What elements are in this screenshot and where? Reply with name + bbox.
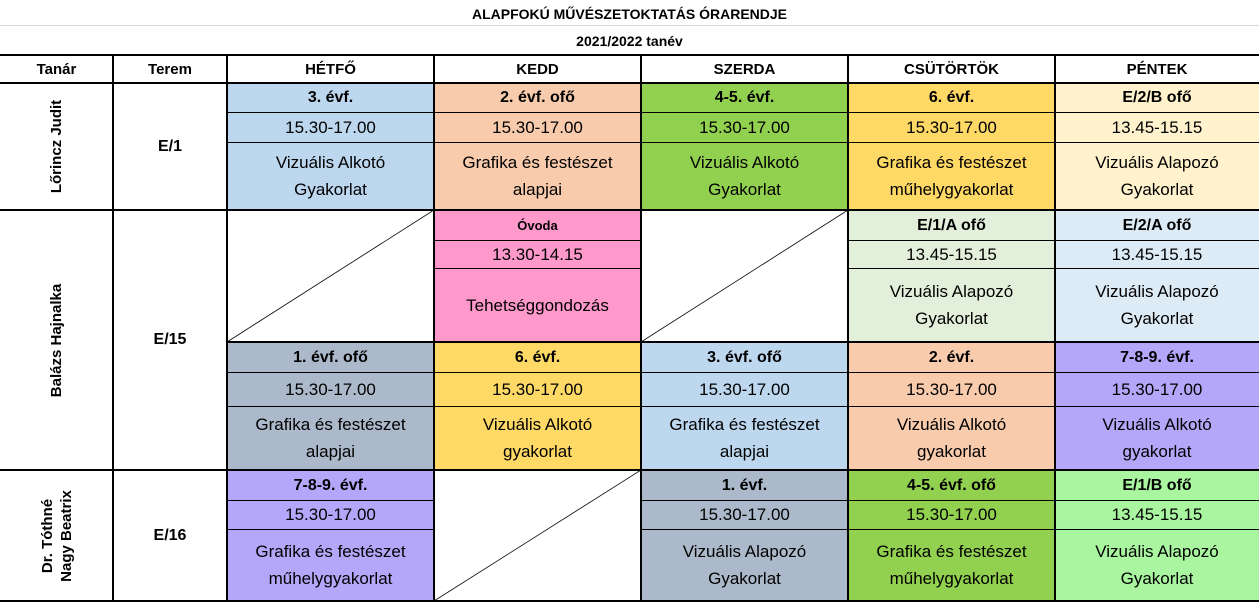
header-day-tuesday: KEDD	[516, 60, 559, 78]
cell-divider	[1055, 142, 1259, 143]
subject-line-1: Grafika és festészet	[255, 542, 406, 561]
lesson-time-thursday: 15.30-17.00	[848, 372, 1055, 406]
lesson-subject-friday	[1055, 406, 1259, 470]
column-border	[112, 54, 114, 602]
lesson-time-wednesday: 15.30-17.00	[641, 372, 848, 406]
lesson-subject-monday	[227, 406, 434, 470]
cell-divider	[641, 406, 848, 407]
subject-line-1: Vizuális Alkotó	[689, 153, 800, 172]
room-e16: E/16	[153, 526, 187, 544]
subject-line-2: Gyakorlat	[1120, 569, 1194, 588]
subject-line-1: Tehetséggondozás	[466, 295, 609, 315]
cell-divider	[434, 372, 641, 373]
teacher-lorincz-judit: Lőrincz Judit	[48, 99, 65, 194]
room-e1: E/1	[157, 137, 182, 155]
lesson-group-tuesday: 6. évf.	[434, 342, 641, 372]
lesson-subject-tuesday	[434, 268, 641, 342]
lesson-subject-tuesday	[434, 142, 641, 210]
subject-line-2: Gyakorlat	[708, 180, 781, 199]
lesson-subject-tuesday	[434, 406, 641, 470]
cell-divider	[1055, 500, 1259, 501]
subject-line-2: Gyakorlat	[915, 309, 988, 328]
row-border	[0, 469, 1259, 471]
subject-line-1: Grafika és festészet	[462, 153, 613, 172]
cell-divider	[1055, 112, 1259, 113]
lesson-group-thursday: 2. évf.	[848, 342, 1055, 372]
cell-divider	[1055, 268, 1259, 269]
lesson-group-thursday: 4-5. évf. ofő	[848, 470, 1055, 500]
header-day-friday: PÉNTEK	[1126, 60, 1188, 78]
subject-line-1: Vizuális Alkotó	[275, 153, 386, 172]
lesson-subject-wednesday	[641, 529, 848, 601]
empty-slot-diagonal-icon	[227, 210, 434, 342]
cell-divider	[848, 406, 1055, 407]
lesson-time-friday: 13.45-15.15	[1055, 240, 1259, 268]
lesson-subject-monday	[227, 142, 434, 210]
subject-line-1: Vizuális Alapozó	[682, 542, 807, 561]
subject-line-2: Gyakorlat	[708, 569, 781, 588]
lesson-time-wednesday: 15.30-17.00	[641, 500, 848, 529]
row-border	[0, 82, 1259, 84]
lesson-subject-thursday	[848, 268, 1055, 342]
cell-divider	[434, 112, 641, 113]
subject-line-1: Vizuális Alkotó	[896, 415, 1007, 434]
cell-divider	[848, 500, 1055, 501]
lesson-group-monday: 3. évf.	[227, 83, 434, 112]
lesson-group-wednesday: 1. évf.	[641, 470, 848, 500]
row-border	[227, 341, 1259, 343]
lesson-time-tuesday: 13.30-14.15	[434, 240, 641, 268]
cell-divider	[227, 406, 434, 407]
empty-slot-diagonal-icon	[641, 210, 848, 342]
lesson-group-tuesday: 2. évf. ofő	[434, 83, 641, 112]
column-border	[847, 54, 849, 602]
subject-line-1: Vizuális Alkotó	[482, 415, 593, 434]
lesson-group-monday: 7-8-9. évf.	[227, 470, 434, 500]
lesson-subject-wednesday	[641, 406, 848, 470]
page-title: ALAPFOKÚ MŰVÉSZETOKTATÁS ÓRARENDJE	[471, 6, 787, 22]
cell-divider	[848, 372, 1055, 373]
lesson-group-monday: 1. évf. ofő	[227, 342, 434, 372]
teacher-tothne-nagy-beatrix: Dr. Tóthné Nagy Beatrix	[38, 489, 75, 582]
cell-divider	[848, 268, 1055, 269]
cell-divider	[227, 500, 434, 501]
subject-line-2: gyakorlat	[917, 442, 986, 461]
subject-line-1: Vizuális Alapozó	[1095, 542, 1219, 561]
subject-line-2: műhelygyakorlat	[268, 569, 393, 588]
subject-line-2: műhelygyakorlat	[889, 180, 1014, 199]
subject-line-1: Vizuális Alkotó	[1102, 415, 1212, 434]
cell-divider	[848, 240, 1055, 241]
lesson-time-monday: 15.30-17.00	[227, 112, 434, 142]
cell-divider	[848, 529, 1055, 530]
lesson-group-wednesday: 4-5. évf.	[641, 83, 848, 112]
row-border	[0, 600, 1259, 602]
header-day-wednesday: SZERDA	[713, 60, 776, 78]
lesson-time-friday: 13.45-15.15	[1055, 500, 1259, 529]
cell-divider	[848, 112, 1055, 113]
cell-divider	[434, 142, 641, 143]
lesson-time-monday: 15.30-17.00	[227, 372, 434, 406]
subject-line-1: Grafika és festészet	[255, 415, 406, 434]
column-border	[640, 54, 642, 602]
cell-divider	[227, 142, 434, 143]
column-border	[226, 54, 228, 602]
lesson-time-thursday: 13.45-15.15	[848, 240, 1055, 268]
subject-line-1: Vizuális Alapozó	[1095, 153, 1219, 172]
column-border	[433, 54, 435, 602]
lesson-subject-friday	[1055, 529, 1259, 601]
subject-line-2: Gyakorlat	[1120, 180, 1194, 199]
school-year: 2021/2022 tanév	[576, 33, 683, 49]
lesson-group-thursday: E/1/A ofő	[848, 210, 1055, 240]
cell-divider	[1055, 406, 1259, 407]
subject-line-2: műhelygyakorlat	[889, 569, 1014, 588]
lesson-subject-thursday	[848, 406, 1055, 470]
cell-divider	[848, 142, 1055, 143]
lesson-time-thursday: 15.30-17.00	[848, 112, 1055, 142]
column-border	[1054, 54, 1056, 602]
lesson-subject-friday	[1055, 142, 1259, 210]
cell-divider	[641, 500, 848, 501]
lesson-time-friday: 15.30-17.00	[1055, 372, 1259, 406]
cell-divider	[434, 406, 641, 407]
cell-divider	[227, 112, 434, 113]
subject-line-1: Grafika és festészet	[876, 153, 1027, 172]
lesson-subject-thursday	[848, 142, 1055, 210]
subject-line-1: Grafika és festészet	[876, 542, 1027, 561]
cell-divider	[1055, 240, 1259, 241]
lesson-group-friday: E/2/A ofő	[1055, 210, 1259, 240]
lesson-time-tuesday: 15.30-17.00	[434, 112, 641, 142]
lesson-group-friday: E/2/B ofő	[1055, 83, 1259, 112]
lesson-time-thursday: 15.30-17.00	[848, 500, 1055, 529]
empty-slot-diagonal-icon	[434, 470, 641, 601]
lesson-time-wednesday: 15.30-17.00	[641, 112, 848, 142]
subject-line-2: gyakorlat	[1122, 442, 1192, 461]
lesson-group-wednesday: 3. évf. ofő	[641, 342, 848, 372]
header-room: Terem	[148, 60, 192, 78]
cell-divider	[1055, 529, 1259, 530]
lesson-subject-friday	[1055, 268, 1259, 342]
cell-divider	[1055, 372, 1259, 373]
lesson-group-friday: E/1/B ofő	[1055, 470, 1259, 500]
header-day-thursday: CSÜTÖRTÖK	[904, 60, 999, 78]
subject-line-1: Grafika és festészet	[669, 415, 820, 434]
subject-line-2: alapjai	[719, 442, 770, 461]
row-border	[0, 54, 1259, 56]
teacher-balazs-hajnalka: Balázs Hajnalka	[48, 283, 65, 397]
subject-line-2: alapjai	[512, 180, 563, 199]
cell-divider	[227, 529, 434, 530]
subject-line-1: Vizuális Alapozó	[1095, 282, 1219, 301]
lesson-time-tuesday: 15.30-17.00	[434, 372, 641, 406]
lesson-group-thursday: 6. évf.	[848, 83, 1055, 112]
cell-divider	[227, 372, 434, 373]
subject-line-2: gyakorlat	[503, 442, 572, 461]
cell-divider	[641, 372, 848, 373]
lesson-subject-thursday	[848, 529, 1055, 601]
cell-divider	[434, 268, 641, 269]
lesson-group-friday: 7-8-9. évf.	[1055, 342, 1259, 372]
room-e15: E/15	[153, 331, 187, 348]
lesson-time-monday: 15.30-17.00	[227, 500, 434, 529]
header-teacher: Tanár	[36, 60, 77, 78]
lesson-group-tuesday: Óvoda	[434, 210, 641, 240]
subject-line-2: alapjai	[305, 442, 356, 461]
subject-line-2: Gyakorlat	[294, 180, 367, 199]
cell-divider	[641, 142, 848, 143]
lesson-time-friday: 13.45-15.15	[1055, 112, 1259, 142]
row-border	[0, 209, 1259, 211]
cell-divider	[434, 240, 641, 241]
header-day-monday: HÉTFŐ	[305, 60, 356, 78]
subject-line-2: Gyakorlat	[1120, 309, 1194, 328]
subject-line-1: Vizuális Alapozó	[889, 282, 1014, 301]
cell-divider	[641, 529, 848, 530]
cell-divider	[641, 112, 848, 113]
lesson-subject-monday	[227, 529, 434, 601]
lesson-subject-wednesday	[641, 142, 848, 210]
